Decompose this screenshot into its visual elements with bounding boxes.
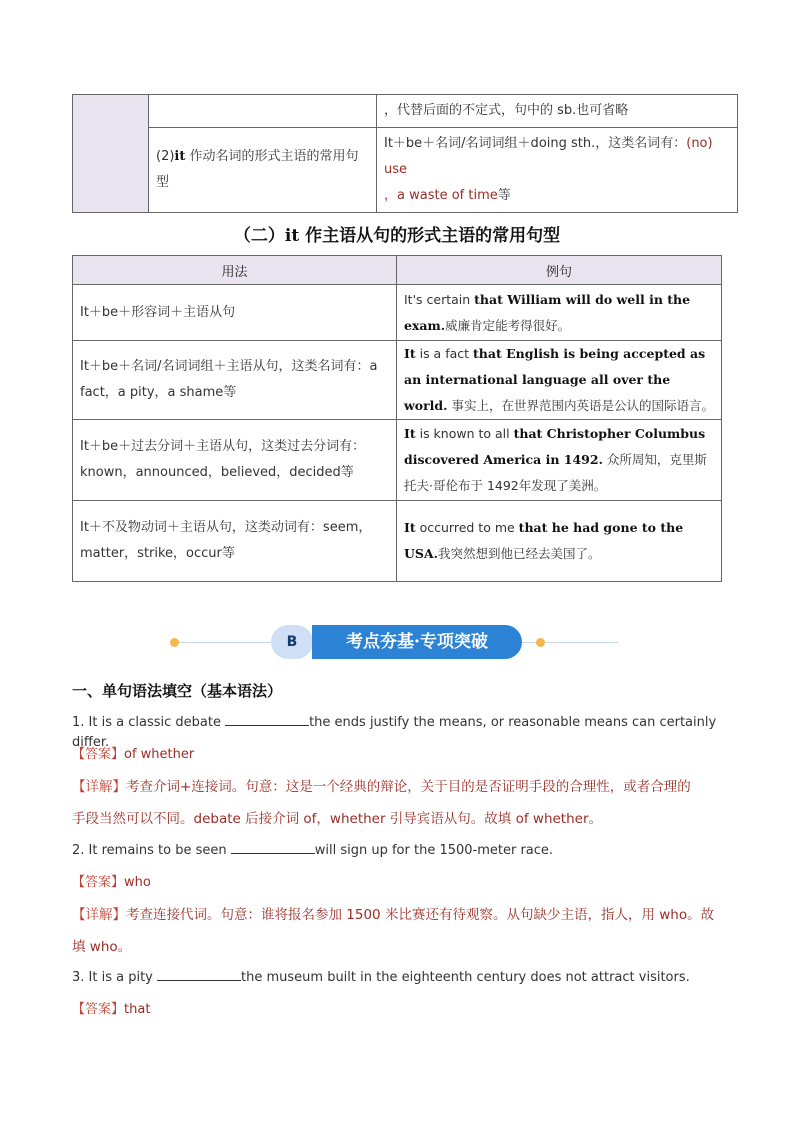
answer-text: that <box>124 1002 151 1017</box>
example-text: is a fact <box>415 346 473 361</box>
example-bold: that Christopher Columbus discovered America in 1492. <box>404 426 706 467</box>
table-label-cell <box>73 95 149 213</box>
answer-blank <box>225 713 309 726</box>
table-cell-text: It＋be＋名词/名词词组＋doing sth.，这类名词有： <box>384 136 687 151</box>
answer-tag: 【答案】 <box>72 875 125 890</box>
detail-1 <box>72 777 732 797</box>
question-3 <box>72 968 732 988</box>
example-text: It's certain <box>404 291 475 307</box>
banner-title: 考点夯基·专项突破 <box>312 625 522 659</box>
column-header-usage: 用法 <box>73 256 397 285</box>
usage-cell: It＋be＋名词/名词词组＋主语从句，这类名词有：a fact，a pity，a shame等 <box>73 341 397 420</box>
question-text: the ends justify the means, or reasonable means can certainly differ. <box>72 715 717 750</box>
banner-left-dot <box>170 638 179 647</box>
detail-2 <box>72 905 732 925</box>
usage-cell: It＋be＋形容词＋主语从句 <box>73 285 397 341</box>
table-row <box>73 341 722 420</box>
usage-table-continued <box>72 94 738 213</box>
answer-blank <box>157 968 241 981</box>
exercise-heading: 一、单句语法填空（基本语法） <box>72 682 283 700</box>
answer-tag: 【答案】 <box>72 747 125 762</box>
section-title: （二）it 作主语从句的形式主语的常用句型 <box>233 226 561 246</box>
detail-text: 考查介词+连接词。句意：这是一个经典的辩论，关于目的是否证明手段的合理性，或者合理的 <box>126 779 691 795</box>
question-text: 3. It is a pity <box>72 970 158 985</box>
table-cell-text: ，代替后面的不定式，句中的 sb.也可省略 <box>384 103 629 118</box>
example-bold: It <box>404 426 416 441</box>
question-text: 1. It is a classic debate <box>72 715 226 730</box>
question-text: will sign up for the 1500-meter race. <box>314 843 554 858</box>
table-cell <box>149 128 377 213</box>
detail-1-cont: 手段当然可以不同。debate 后接介词 of，whether 引导宾语从句。故填 of whether。 <box>72 811 603 827</box>
example-cell <box>397 420 722 501</box>
example-cell <box>397 501 722 582</box>
subject-clause-table <box>72 255 722 582</box>
table-cell-text: (2) <box>156 149 175 164</box>
table-row <box>73 420 722 501</box>
example-bold: that English is being accepted as an international language all over the world. <box>404 346 706 413</box>
table-cell-text: 作动名词的形式主语的常用句型 <box>156 149 359 190</box>
table-cell <box>149 95 377 128</box>
example-translation: 我突然想到他已经去美国了。 <box>437 546 601 561</box>
table-cell <box>377 128 738 213</box>
question-text: 2. It remains to be seen <box>72 843 231 858</box>
table-cell-text: 等 <box>497 188 511 203</box>
column-header-example: 例句 <box>397 256 722 285</box>
example-translation: 威廉肯定能考得很好。 <box>445 317 571 333</box>
detail-tag: 【详解】 <box>72 907 126 923</box>
question-2 <box>72 841 732 861</box>
usage-cell: It＋be＋过去分词＋主语从句，这类过去分词有：known，announced，believed，decided等 <box>73 420 397 501</box>
table-cell <box>377 95 738 128</box>
example-bold: It <box>404 520 416 535</box>
answer-text: of whether <box>124 747 195 762</box>
example-bold: that William will do well in the exam. <box>404 291 691 333</box>
example-text: occurred to me <box>415 520 519 535</box>
answer-text: who <box>124 875 151 890</box>
banner-right-dot <box>536 638 545 647</box>
example-cell <box>397 341 722 420</box>
keyword-it: it <box>174 149 186 164</box>
answer-blank <box>231 841 315 854</box>
example-translation: 事实上，在世界范围内英语是公认的国际语言。 <box>447 398 715 413</box>
banner-left-line <box>176 642 272 643</box>
banner-letter-badge: B <box>271 625 313 659</box>
answer-2 <box>72 873 732 893</box>
example-bold: that he had gone to the USA. <box>404 520 684 561</box>
detail-2-cont: 填 who。 <box>72 939 132 955</box>
table-row <box>73 285 722 341</box>
question-text: the museum built in the eighteenth century does not attract visitors. <box>241 970 690 985</box>
highlight-text: ，a waste of time <box>384 188 498 203</box>
answer-3 <box>72 1000 732 1020</box>
highlight-text: (no) use <box>384 136 713 177</box>
example-bold: It <box>404 346 416 361</box>
answer-1 <box>72 745 732 765</box>
example-text: is known to all <box>415 426 514 441</box>
example-cell <box>397 285 722 341</box>
detail-text: 考查连接代词。句意：谁将报名参加 1500 米比赛还有待观察。从句缺少主语，指人，用 who。故 <box>126 907 715 923</box>
detail-tag: 【详解】 <box>72 779 126 795</box>
answer-tag: 【答案】 <box>72 1002 125 1017</box>
example-translation: 众所周知，克里斯托夫·哥伦布于 1492年发现了美洲。 <box>404 452 707 493</box>
usage-cell: It＋不及物动词＋主语从句，这类动词有：seem，matter，strike，occur等 <box>73 501 397 582</box>
table-row <box>73 501 722 582</box>
